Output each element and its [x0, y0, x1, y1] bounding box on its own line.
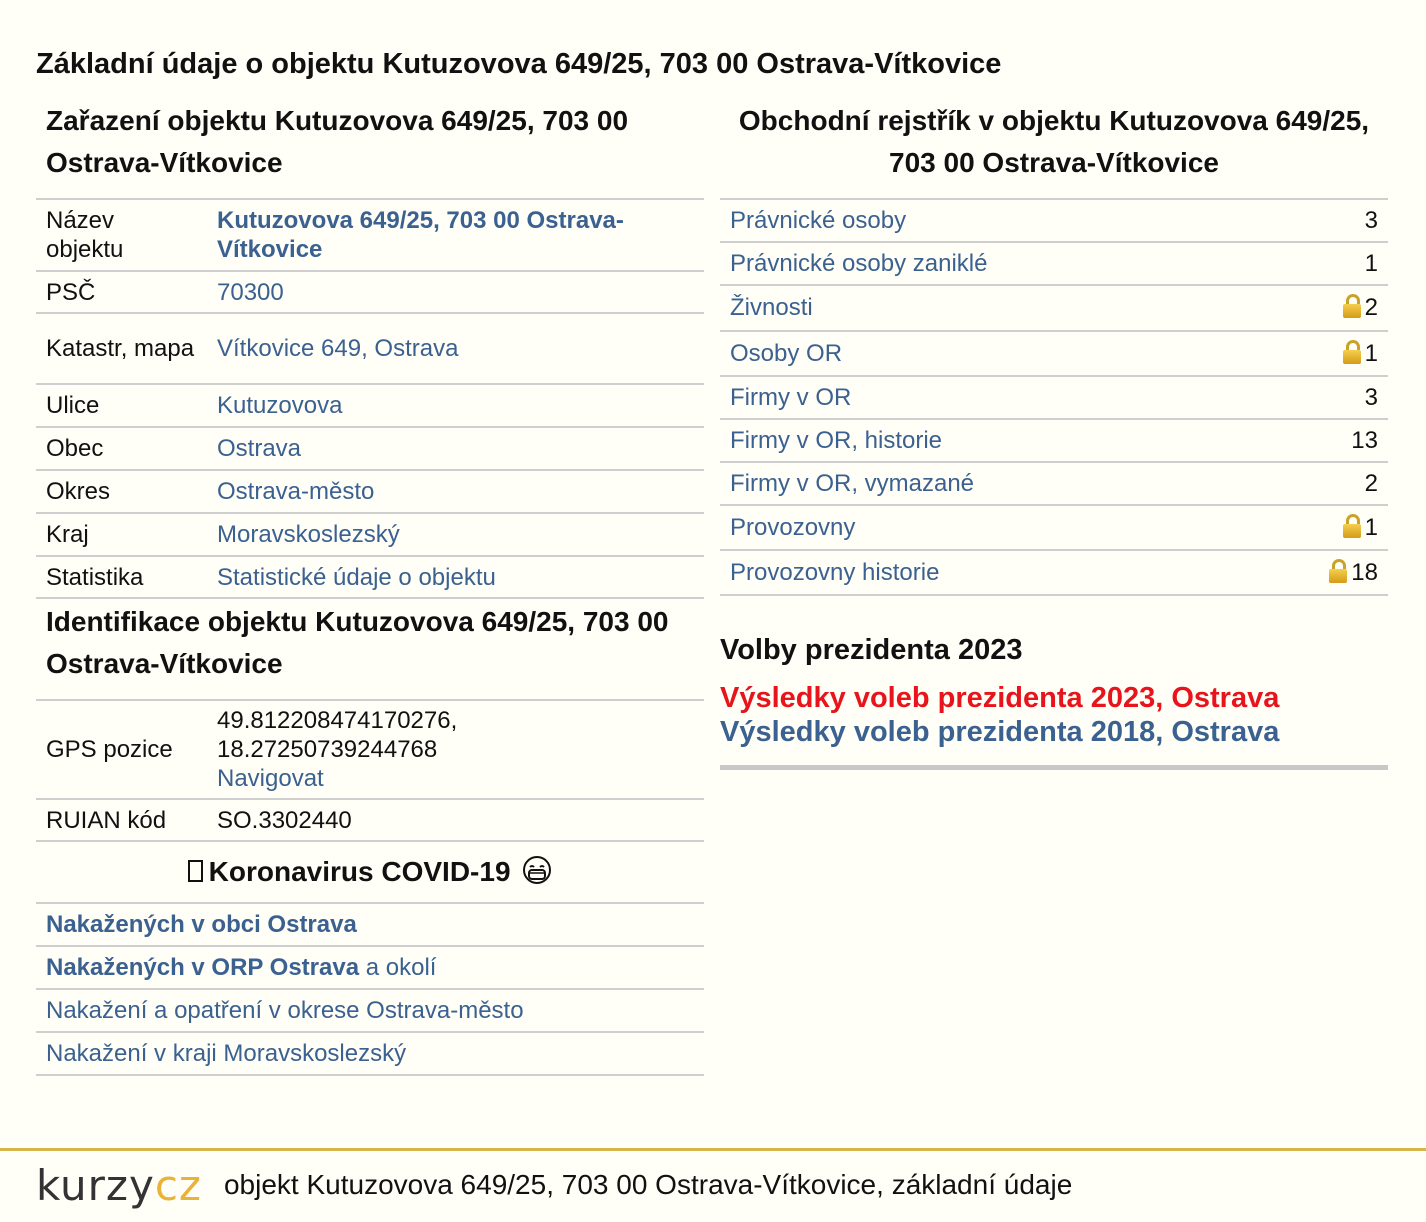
count-value: 18: [1351, 558, 1378, 586]
footer-divider: [0, 1148, 1426, 1151]
volby-section: [720, 634, 1388, 770]
count-cell: [1343, 294, 1378, 322]
table-row: [36, 513, 704, 556]
kurzy-logo[interactable]: [36, 1161, 202, 1210]
rejstrik-link[interactable]: Živnosti: [730, 294, 813, 321]
row-key: RUIAN kód: [36, 799, 207, 841]
kraj-link[interactable]: Moravskoslezský: [217, 521, 400, 548]
table-row: [720, 200, 1388, 243]
count-value: 1: [1364, 339, 1378, 367]
face-with-mask-icon: [522, 855, 552, 885]
table-row: [36, 313, 704, 384]
rejstrik-list: [720, 200, 1388, 596]
row-key: Název objektu: [36, 200, 207, 271]
row-key: Statistika: [36, 556, 207, 598]
ruian-value: SO.3302440: [207, 799, 704, 841]
footer: [36, 1160, 1072, 1210]
list-item: [36, 947, 704, 990]
count-value: 1: [1364, 513, 1378, 541]
list-item: [36, 990, 704, 1033]
katastr-link[interactable]: Vítkovice 649, Ostrava: [217, 335, 459, 362]
table-row: [720, 551, 1388, 596]
identifikace-title: Identifikace objektu Kutuzovova 649/25, 703 00 Ostrava-Vítkovice: [36, 599, 704, 701]
count-cell: [1351, 427, 1378, 455]
covid-orp-link[interactable]: Nakažených v ORP Ostrava: [46, 953, 360, 981]
table-row: [36, 384, 704, 427]
table-row: [720, 506, 1388, 551]
ulice-link[interactable]: Kutuzovova: [217, 392, 343, 419]
gps-latitude: 49.812208474170276,: [217, 707, 458, 734]
object-name-link[interactable]: Kutuzovova 649/25, 703 00 Ostrava-Vítkovice: [217, 207, 624, 263]
covid-kraj-link[interactable]: Nakažení v kraji Moravskoslezský: [46, 1039, 407, 1067]
table-row: [36, 701, 704, 799]
covid-obec-link[interactable]: Nakažených v obci Ostrava: [46, 910, 357, 938]
okres-link[interactable]: Ostrava-město: [217, 478, 375, 505]
count-value: 2: [1364, 469, 1378, 497]
count-value: 3: [1364, 206, 1378, 234]
count-cell: [1365, 384, 1378, 412]
volby-2023-link[interactable]: Výsledky voleb prezidenta 2023, Ostrava: [720, 682, 1280, 714]
count-cell: [1343, 514, 1378, 542]
rejstrik-link[interactable]: Právnické osoby: [730, 206, 907, 234]
logo-kurzy-text: kurzy: [36, 1160, 155, 1210]
table-row: [720, 243, 1388, 286]
lock-icon: [1329, 559, 1347, 583]
count-value: 13: [1351, 426, 1378, 454]
rejstrik-link[interactable]: Právnické osoby zaniklé: [730, 249, 988, 277]
table-row: [36, 470, 704, 513]
row-key: Kraj: [36, 513, 207, 556]
zarazeni-title: Zařazení objektu Kutuzovova 649/25, 703 00 Ostrava-Vítkovice: [36, 100, 704, 200]
table-row: [36, 271, 704, 313]
row-key: GPS pozice: [36, 701, 207, 799]
covid-links: [36, 904, 704, 1076]
missing-glyph-icon: [188, 860, 203, 882]
table-row: [36, 200, 704, 271]
identifikace-table: [36, 701, 704, 842]
rejstrik-link[interactable]: Firmy v OR, vymazané: [730, 469, 975, 497]
count-cell: [1329, 559, 1378, 587]
navigate-link[interactable]: Navigovat: [217, 765, 324, 792]
row-key: Katastr, mapa: [36, 313, 207, 384]
covid-okres-link[interactable]: Nakažení a opatření v okrese Ostrava-město: [46, 996, 524, 1024]
table-row: [720, 377, 1388, 420]
table-row: [720, 420, 1388, 463]
table-row: [720, 286, 1388, 332]
count-value: 3: [1364, 383, 1378, 411]
list-item: [36, 904, 704, 947]
psc-link[interactable]: 70300: [217, 278, 284, 306]
table-row: [36, 799, 704, 841]
rejstrik-link[interactable]: Osoby OR: [730, 339, 843, 367]
count-value: 2: [1364, 294, 1378, 321]
obec-link[interactable]: Ostrava: [217, 435, 302, 462]
count-cell: [1365, 250, 1378, 278]
row-key: Ulice: [36, 384, 207, 427]
divider: [720, 765, 1388, 770]
rejstrik-link[interactable]: Firmy v OR, historie: [730, 426, 943, 454]
rejstrik-link[interactable]: Provozovny historie: [730, 558, 940, 586]
volby-title: Volby prezidenta 2023: [720, 634, 1023, 666]
covid-title-text: Koronavirus COVID-19: [208, 856, 511, 887]
page-title: Základní údaje o objektu Kutuzovova 649/25, 703 00 Ostrava-Vítkovice: [36, 48, 1002, 80]
lock-icon: [1343, 294, 1361, 318]
rejstrik-title: Obchodní rejstřík v objektu Kutuzovova 649/25, 703 00 Ostrava-Vítkovice: [720, 100, 1388, 200]
covid-orp-okoli-link[interactable]: a okolí: [359, 953, 437, 981]
table-row: [36, 427, 704, 470]
count-value: 1: [1364, 249, 1378, 277]
table-row: [720, 332, 1388, 377]
rejstrik-link[interactable]: Provozovny: [730, 513, 856, 541]
table-row: [720, 463, 1388, 506]
footer-text: objekt Kutuzovova 649/25, 703 00 Ostrava-Vítkovice, základní údaje: [223, 1169, 1073, 1200]
row-key: PSČ: [36, 271, 207, 313]
left-column: [36, 100, 704, 1076]
list-item: [36, 1033, 704, 1076]
row-key: Obec: [36, 427, 207, 470]
rejstrik-link[interactable]: Firmy v OR: [730, 383, 852, 411]
gps-longitude: 18.27250739244768: [217, 736, 438, 763]
statistika-link[interactable]: Statistické údaje o objektu: [217, 563, 496, 591]
row-key: Okres: [36, 470, 207, 513]
count-cell: [1365, 470, 1378, 498]
zarazeni-table: [36, 200, 704, 599]
right-column: [720, 100, 1388, 770]
count-cell: [1365, 207, 1378, 235]
volby-2018-link[interactable]: Výsledky voleb prezidenta 2018, Ostrava: [720, 716, 1280, 748]
table-row: [36, 556, 704, 598]
count-cell: [1343, 340, 1378, 368]
lock-icon: [1343, 340, 1361, 364]
lock-icon: [1343, 514, 1361, 538]
logo-cz-text: cz: [154, 1160, 202, 1210]
covid-title: [36, 842, 704, 904]
